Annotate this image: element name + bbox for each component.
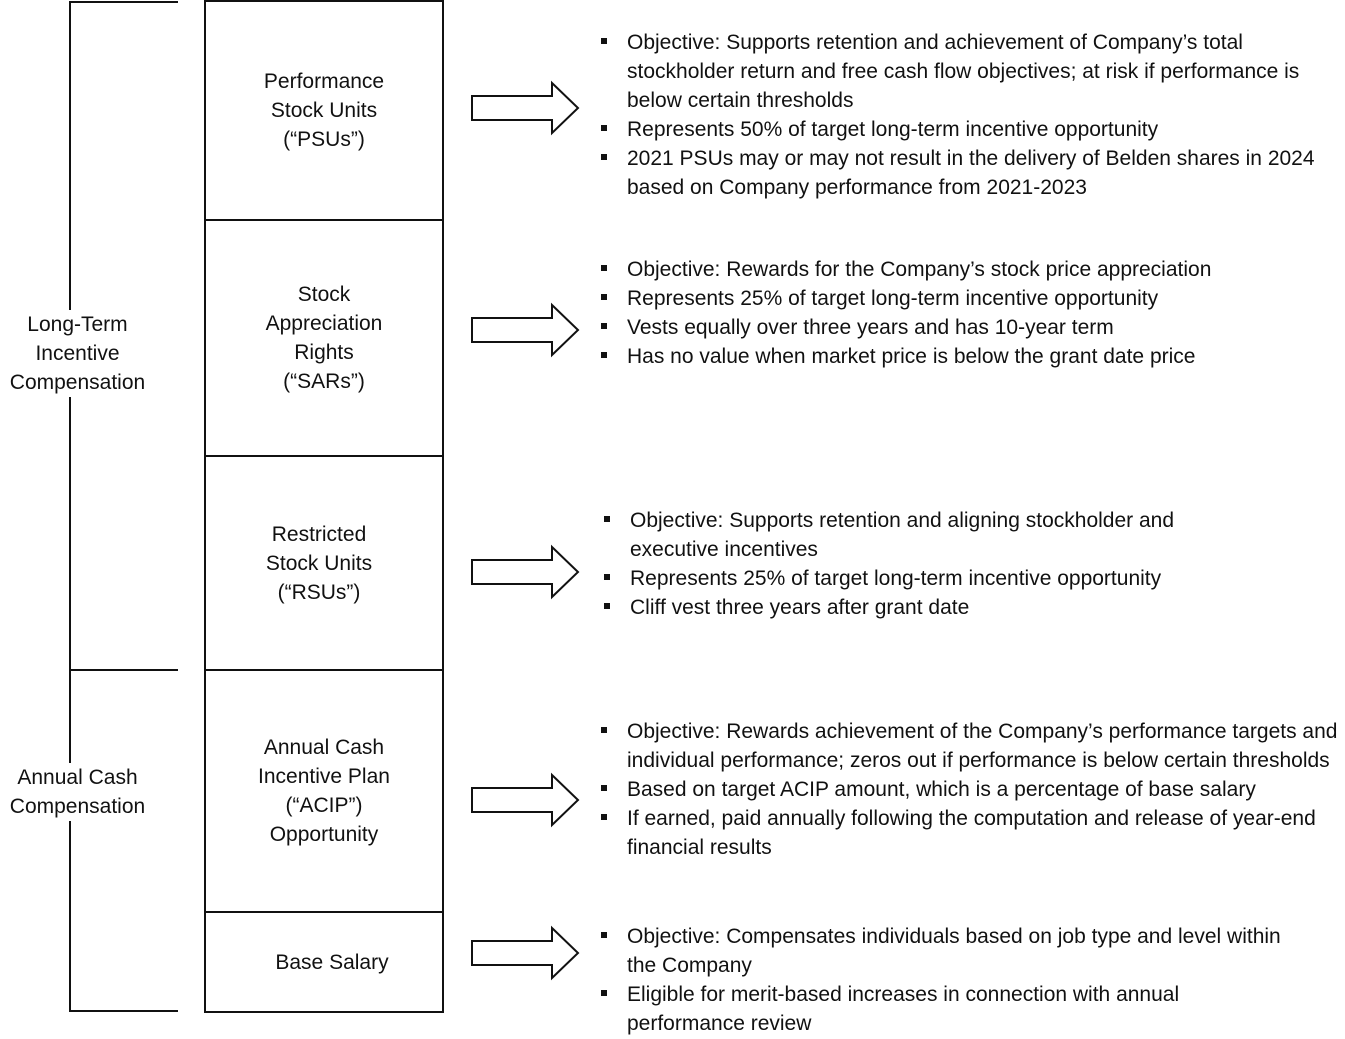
list-item: Cliff vest three years after grant date <box>603 593 1263 622</box>
list-item: Objective: Supports retention and aligning stockholder and executive incentives <box>603 506 1263 564</box>
psu-label: Performance Stock Units (“PSUs”) <box>263 70 385 151</box>
acip-label: Annual Cash Incentive Plan (“ACIP”) Opportunity <box>258 736 390 846</box>
sar-label: Stock Appreciation Rights (“SARs”) <box>265 283 383 393</box>
base-salary-bullets <box>600 922 1300 1038</box>
rsu-box <box>204 455 444 671</box>
sar-bullets <box>600 255 1340 371</box>
long-term-incentive-label: Long-Term Incentive Compensation <box>0 310 155 397</box>
list-item: Objective: Compensates individuals based on job type and level within the Company <box>600 922 1300 980</box>
psu-box <box>204 0 444 221</box>
list-item: Eligible for merit-based increases in connection with annual performance review <box>600 980 1300 1038</box>
list-item: Represents 25% of target long-term incentive opportunity <box>600 284 1340 313</box>
rsu-bullets <box>603 506 1263 622</box>
acip-box <box>204 669 444 913</box>
list-item: Objective: Supports retention and achievement of Company’s total stockholder return and free cash flow objectives; at risk if performance is below certain thresholds <box>600 28 1340 115</box>
list-item: If earned, paid annually following the computation and release of year-end financial results <box>600 804 1340 862</box>
list-item: Objective: Rewards for the Company’s stock price appreciation <box>600 255 1340 284</box>
sar-box <box>204 219 444 457</box>
list-item: Represents 50% of target long-term incentive opportunity <box>600 115 1340 144</box>
psu-bullets <box>600 28 1340 202</box>
acip-bullets <box>600 717 1340 862</box>
list-item: Has no value when market price is below the grant date price <box>600 342 1340 371</box>
list-item: 2021 PSUs may or may not result in the delivery of Belden shares in 2024 based on Company performance from 2021-2023 <box>600 144 1340 202</box>
annual-cash-compensation-label: Annual Cash Compensation <box>0 763 155 821</box>
acip-arrow-icon <box>470 772 582 828</box>
sar-arrow-icon <box>470 302 582 358</box>
rsu-arrow-icon <box>470 544 582 600</box>
annual-cash-bracket <box>70 670 178 1011</box>
list-item: Objective: Rewards achievement of the Company’s performance targets and individual performance; zeros out if performance is below certain thresholds <box>600 717 1340 775</box>
list-item: Vests equally over three years and has 10-year term <box>600 313 1340 342</box>
rsu-label: Restricted Stock Units (“RSUs”) <box>265 522 373 604</box>
base-salary-arrow-icon <box>470 925 582 981</box>
base-salary-box <box>204 911 444 1013</box>
base-salary-label: Base Salary <box>275 950 389 974</box>
psu-arrow-icon <box>470 80 582 136</box>
list-item: Based on target ACIP amount, which is a percentage of base salary <box>600 775 1340 804</box>
list-item: Represents 25% of target long-term incentive opportunity <box>603 564 1263 593</box>
